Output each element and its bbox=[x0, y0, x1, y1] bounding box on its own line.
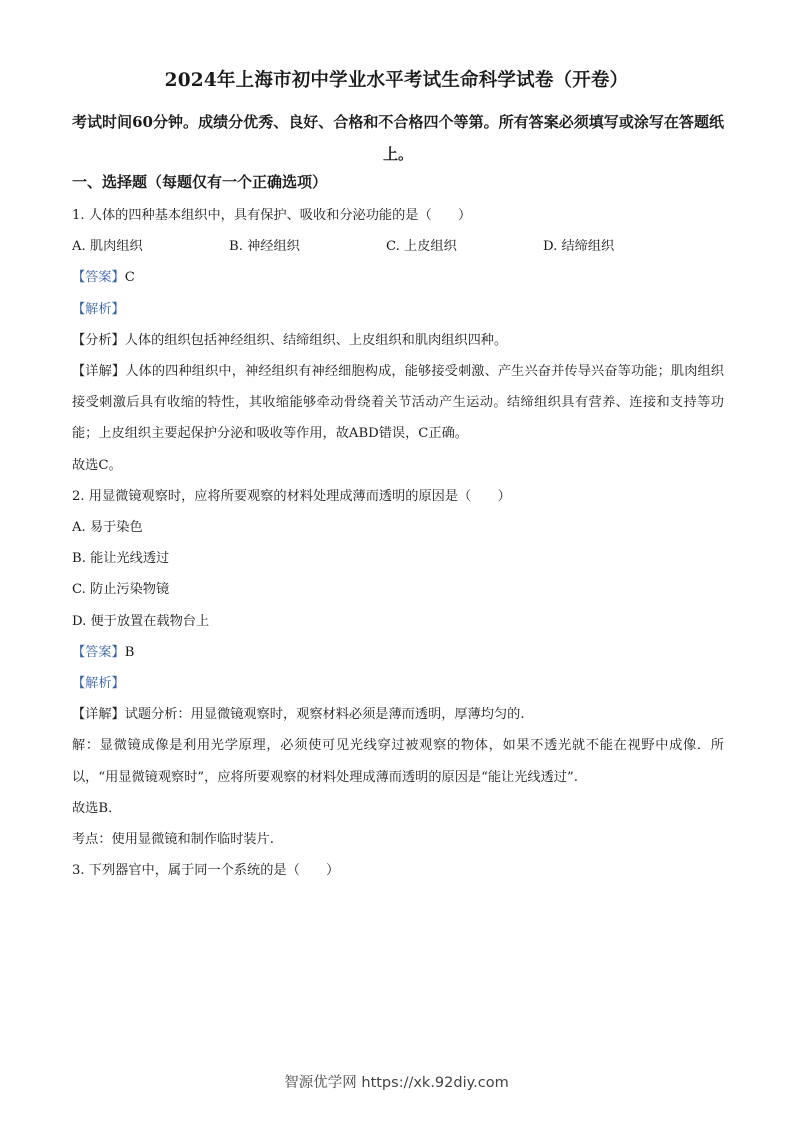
q2-stem: 2. 用显微镜观察时，应将所要观察的材料处理成薄而透明的原因是（ ） bbox=[72, 488, 511, 504]
answer-value: C bbox=[124, 270, 135, 286]
answer-tag: 【答案】 bbox=[72, 270, 125, 286]
detail-tag: 【详解】 bbox=[72, 707, 125, 723]
q1-options bbox=[72, 231, 724, 262]
fenxi-text: 人体的组织包括神经组织、结缔组织、上皮组织和肌肉组织四种。 bbox=[124, 332, 508, 348]
fenxi-tag: 【分析】 bbox=[72, 332, 125, 348]
answer-tag: 【答案】 bbox=[72, 644, 125, 660]
q2-option-a: A. 易于染色 bbox=[72, 520, 143, 536]
q1-fenxi bbox=[72, 325, 724, 356]
detail-tag: 【详解】 bbox=[72, 364, 126, 380]
q2-analysis-tag: 【解析】 bbox=[72, 676, 125, 692]
q1-option-d: D. 结缔组织 bbox=[543, 239, 615, 255]
q1-option-a: A. 肌肉组织 bbox=[72, 239, 143, 255]
answer-value: B bbox=[124, 644, 135, 660]
q1-option-c: C. 上皮组织 bbox=[386, 239, 457, 255]
footer-watermark: 智源优学网 https://xk.92diy.com bbox=[284, 1075, 509, 1091]
questions-body bbox=[72, 200, 724, 886]
q1-stem: 1. 人体的四种基本组织中，具有保护、吸收和分泌功能的是（ ） bbox=[72, 208, 472, 223]
page-title: 2024年上海市初中学业水平考试生命科学试卷（开卷） bbox=[164, 70, 629, 91]
q2-option-d: D. 便于放置在载物台上 bbox=[72, 613, 210, 629]
exam-instructions: 考试时间60分钟。成绩分优秀、良好、合格和不合格四个等第。所有答案必须填写或涂写在答题纸上。 bbox=[72, 113, 724, 163]
q1-answer bbox=[72, 262, 724, 293]
q2-detail bbox=[72, 699, 724, 730]
section-heading: 一、选择题（每题仅有一个正确选项） bbox=[72, 173, 328, 191]
q1-option-b: B. 神经组织 bbox=[229, 239, 300, 255]
q2-kaodian: 考点：使用显微镜和制作临时装片. bbox=[72, 832, 275, 848]
detail-text: 人体的四种组织中，神经组织有神经细胞构成，能够接受刺激、产生兴奋并传导兴奋等功能；肌肉组织接受刺激后具有收缩的特性，其收缩能够牵动骨绕着关节活动产生运动。结缔组织具有营养、连接和支持等功能；上皮组织主要起保护分泌和吸收等作用，故ABD错误，C正确。 bbox=[72, 364, 724, 442]
q1-conclusion: 故选C。 bbox=[72, 457, 122, 473]
detail-text: 试题分析：用显微镜观察时，观察材料必须是薄而透明，厚薄均匀的. bbox=[124, 707, 525, 723]
q2-option-c: C. 防止污染物镜 bbox=[72, 582, 170, 598]
q1-analysis-tag: 【解析】 bbox=[72, 301, 125, 317]
q2-option-b: B. 能让光线透过 bbox=[72, 551, 170, 567]
q2-conclusion: 故选B． bbox=[72, 800, 122, 816]
q1-detail bbox=[72, 356, 724, 450]
q2-solution: 解：显微镜成像是利用光学原理，必须使可见光线穿过被观察的物体，如果不透光就不能在视野中成像．所以，“用显微镜观察时”，应将所要观察的材料处理成薄而透明的原因是“能让光线透过”. bbox=[72, 738, 724, 785]
q2-answer bbox=[72, 637, 724, 668]
q3-stem: 3. 下列器官中，属于同一个系统的是（ ） bbox=[72, 863, 340, 879]
